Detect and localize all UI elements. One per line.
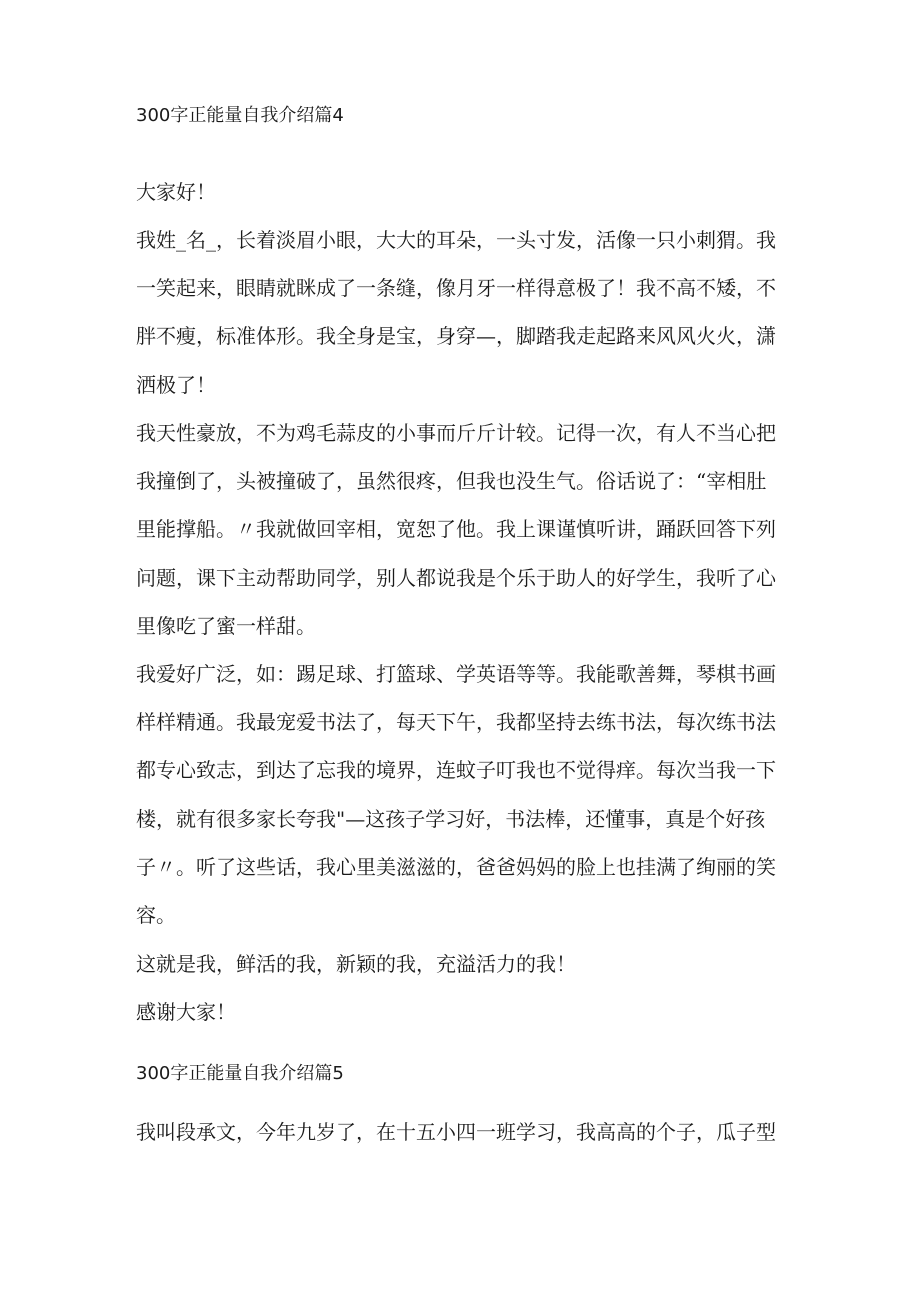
section-4-heading: 300字正能量自我介绍篇4 [136,105,344,126]
text-line: 我撞倒了，头被撞破了，虽然很疼，但我也没生气。俗话说了：“宰相肚 [136,469,767,494]
greeting-line: 大家好！ [136,180,216,204]
text-line: 洒极了！ [136,372,216,397]
text-line: 样样精通。我最宠爱书法了，每天下午，我都坚持去练书法，每次练书法 [136,710,776,735]
text-line: 胖不瘦，标准体形。我全身是宝，身穿—，脚踏我走起路来风风火火，潇 [136,324,776,349]
text-line: 里像吃了蜜一样甜。 [136,613,316,638]
text-line: 里能撑船。〃我就做回宰相，宽恕了他。我上课谨慎听讲，踊跃回答下列 [136,517,776,542]
paragraph-summary: 这就是我，鲜活的我，新颖的我，充溢活力的我！ [136,952,576,976]
text-line: 容。 [136,902,176,927]
paragraph-appearance [136,216,791,409]
text-line: 我爱好广泛，如：踢足球、打篮球、学英语等等。我能歌善舞，琴棋书画 [136,662,776,686]
text-line: 都专心致志，到达了忘我的境界，连蚊子叮我也不觉得痒。每次当我一下 [136,758,776,783]
text-line: 我天性豪放，不为鸡毛蒜皮的小事而斤斤计较。记得一次，有人不当心把 [136,421,776,445]
text-line: 一笑起来，眼睛就眯成了一条缝，像月牙一样得意极了！我不高不矮，不 [136,276,776,301]
text-line: 我姓_名_，长着淡眉小眼，大大的耳朵，一头寸发，活像一只小刺猬。我 [136,228,776,252]
closing-line: 感谢大家！ [136,1000,236,1024]
section-5-heading: 300字正能量自我介绍篇5 [136,1063,344,1084]
paragraph-intro: 我叫段承文，今年九岁了，在十五小四一班学习，我高高的个子，瓜子型 [136,1120,776,1144]
text-line: 子〃。听了这些话，我心里美滋滋的，爸爸妈妈的脸上也挂满了绚丽的笑 [136,854,776,879]
text-line: 问题，课下主动帮助同学，别人都说我是个乐于助人的好学生，我听了心 [136,565,776,590]
paragraph-hobbies [136,650,791,939]
paragraph-personality [136,409,791,650]
text-line: 楼，就有很多家长夸我"—这孩子学习好，书法棒，还懂事，真是个好孩 [136,806,766,831]
